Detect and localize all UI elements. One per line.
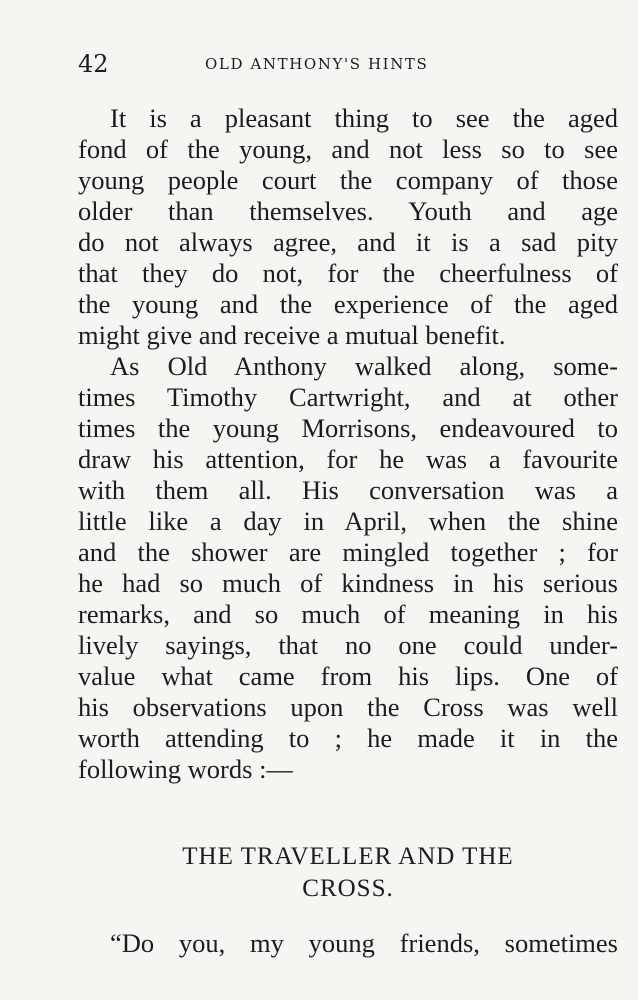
running-head: OLD ANTHONY'S HINTS [205,55,429,73]
text-line: It is a pleasant thing to see the aged [110,103,618,133]
text-line: he had so much of kindness in his serious [78,568,618,598]
text-line: fond of the young, and not less so to see [78,134,618,164]
text-line: worth attending to ; he made it in the [78,723,618,753]
text-line: the young and the experience of the aged [78,289,618,319]
text-line: his observations upon the Cross was well [78,692,618,722]
text-line: As Old Anthony walked along, some- [110,351,618,381]
page-number: 42 [78,50,109,78]
text-line: draw his attention, for he was a favourite [78,444,618,474]
text-line: times the young Morrisons, endeavoured to [78,413,618,443]
text-line: that they do not, for the cheerfulness of [78,258,618,288]
text-line: remarks, and so much of meaning in his [78,599,618,629]
text-line: young people court the company of those [78,165,618,195]
text-line: lively sayings, that no one could under- [78,630,618,660]
text-line: older than themselves. Youth and age [78,196,618,226]
text-line: value what came from his lips. One of [78,661,618,691]
section-first-line: “Do you, my young friends, sometimes [110,928,618,958]
page-header [78,50,618,80]
section-heading-line-1: THE TRAVELLER AND THE [182,843,514,870]
text-line: do not always agree, and it is a sad pity [78,227,618,257]
text-line: following words :— [78,754,293,784]
text-line: and the shower are mingled together ; for [78,537,618,567]
text-line: little like a day in April, when the shine [78,506,618,536]
text-line: with them all. His conversation was a [78,475,618,505]
section-heading-line-2: CROSS. [302,875,394,902]
text-line: might give and receive a mutual benefit. [78,320,506,350]
text-line: times Timothy Cartwright, and at other [78,382,618,412]
